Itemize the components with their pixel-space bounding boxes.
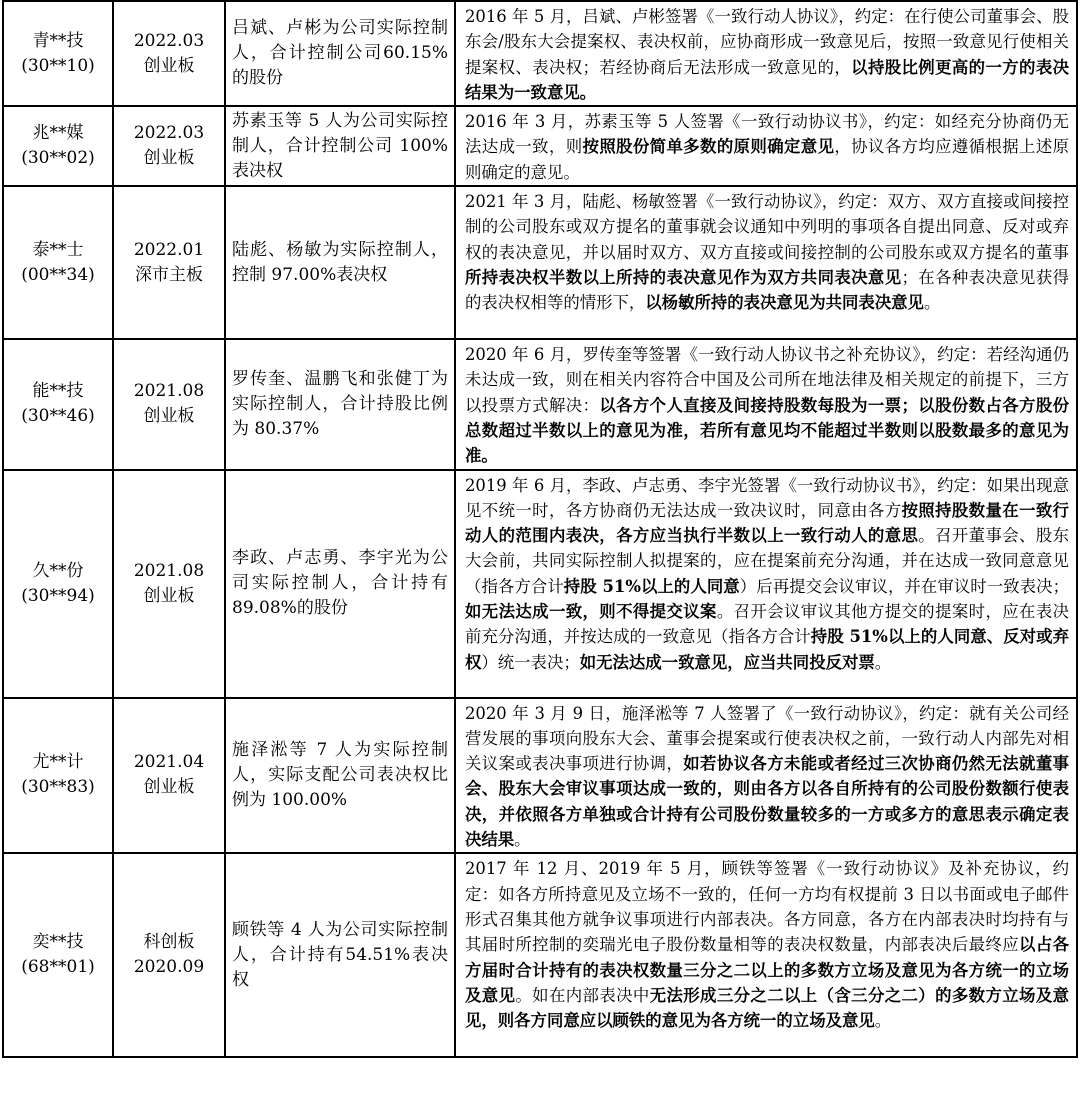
agreement-bold-text: 以占各方届时合计持有的表决权数量三分之二以上的多数方立场及意见为各方统一的立场及意见 — [465, 935, 1069, 1005]
stock-code: (30**02) — [21, 148, 95, 169]
listing-cell — [113, 1, 225, 106]
controller-cell: 顾铁等 4 人为公司实际控制人，合计持有54.51%表决权 — [225, 853, 455, 1057]
agreement-text: ；在各种表决意见获得的表决权相等的情形下， — [465, 267, 1070, 313]
listing-cell — [113, 698, 225, 854]
company-name: 久**份 — [32, 560, 84, 581]
agreement-cell — [455, 186, 1077, 339]
agreement-text: ）统一表决； — [481, 652, 580, 672]
company-cell — [3, 698, 113, 854]
agreement-bold-text: 以杨敏所持的表决意见为共同表决意见 — [645, 293, 924, 313]
company-name: 泰**士 — [32, 239, 84, 260]
listing-date: 2022.01 — [133, 239, 205, 260]
listing-board: 创业板 — [143, 55, 195, 76]
company-cell — [3, 186, 113, 339]
agreement-text: 2021 年 3 月，陆彪、杨敏签署《一致行动协议》，约定：双方、双方直接或间接控制的公司股东或双方提名的董事就会议通知中列明的事项各自提出同意、反对或弃权的表决意见，并以届时双方、双方直接或间接控制的公司股东或双方提名的董事 — [465, 192, 1069, 262]
agreement-bold-text: 如若协议各方未能或者经过三次协商仍然无法就董事会、股东大会审议事项达成一致的，则由各方以各自所持有的公司股份数额行使表决，并依照各方单独或合计持有公司股份数量较多的一方或多方的意思表示确定表决结果 — [465, 754, 1070, 850]
agreement-bold-text: 按照持股数量在一致行动人的范围内表决，各方应当执行半数以上一致行动人的意思 — [465, 500, 1070, 546]
listing-date: 2022.03 — [133, 123, 205, 144]
agreement-bold-text: 如无法达成一致，则不得提交议案 — [465, 602, 717, 622]
listing-cell — [113, 470, 225, 698]
company-name: 青**技 — [32, 30, 84, 51]
company-name: 能**技 — [32, 381, 84, 402]
agreement-text: 。召开董事会、股东大会前，共同实际控制人拟提案的，应在提案前充分沟通，并在达成一致同意意见（指各方合计 — [465, 526, 1069, 596]
agreement-cell — [455, 106, 1077, 186]
listing-board: 创业板 — [143, 585, 195, 606]
table-row — [3, 470, 1077, 698]
agreement-bold-text: 以各方个人直接及间接持股数每股为一票；以股份数占各方股份总数超过半数以上的意见为准，若所有意见均不能超过半数则以股数最多的意见为准。 — [465, 395, 1070, 466]
agreement-text: 。 — [923, 293, 941, 313]
agreement-cell — [455, 853, 1077, 1057]
listing-cell — [113, 186, 225, 339]
agreement-text: 2020 年 6 月，罗传奎等签署《一致行动人协议书之补充协议》，约定：若经沟通仍未达成一致，则在相关内容符合中国及公司所在地法律及相关规定的前提下，三方以投票方式解决： — [465, 345, 1069, 415]
controller-cell: 吕斌、卢彬为公司实际控制人，合计控制公司60.15%的股份 — [225, 1, 455, 106]
agreement-text: 2020 年 3 月 9 日，施泽淞等 7 人签署了《一致行动协议》，约定：就有关公司经营发展的事项向股东大会、董事会提案或行使表决权之前，一致行动人内部先对相关议案或表决事项进行协调， — [465, 703, 1069, 774]
agreement-text: ，协议各方均应遵循根据上述原则确定的意见。 — [465, 137, 1070, 182]
company-name: 奕**技 — [32, 932, 84, 953]
listing-board: 创业板 — [143, 777, 195, 798]
agreement-text: 。召开会议审议其他方提交的提案时，应在表决前充分沟通，并按达成的一致意见（指各方合计 — [465, 602, 1070, 647]
agreement-bold-text: 持股 51%以上的人同意、反对或弃权 — [465, 627, 1069, 672]
agreement-text: 。 — [514, 830, 531, 850]
listing-date: 2021.04 — [133, 752, 205, 773]
controller-cell: 苏素玉等 5 人为公司实际控制人，合计控制公司 100%表决权 — [225, 106, 455, 186]
table-row — [3, 339, 1077, 469]
company-cell — [3, 106, 113, 186]
stock-code: (68**01) — [21, 957, 95, 978]
agreement-cell — [455, 698, 1077, 854]
listing-board: 创业板 — [143, 406, 195, 427]
listing-date: 2021.08 — [133, 560, 205, 581]
stock-code: (30**46) — [21, 406, 95, 427]
company-cell — [3, 1, 113, 106]
agreement-text: 2016 年 3 月，苏素玉等 5 人签署《一致行动协议书》，约定：如经充分协商仍无法达成一致，则 — [465, 112, 1069, 157]
agreement-text: 2017 年 12 月、2019 年 5 月，顾铁等签署《一致行动协议》及补充协议，约定：如各方所持意见及立场不一致的，任何一方均有权提前 3 日以书面或电子邮件形式召集其他方就争议事项进行内部表决。各方同意，各方在内部表决时均持有与其届时所控制的奕瑞光电子股份数量相等的表决权数量，内部表决后最终应 — [465, 859, 1069, 955]
agreement-text: 2019 年 6 月，李政、卢志勇、李宇光签署《一致行动协议书》，约定：如果出现意见不统一时，各方协商仍无法达成一致决议时，同意由各方 — [465, 475, 1069, 520]
table-row — [3, 1, 1077, 106]
agreement-bold-text: 按照股份简单多数的原则确定意见 — [582, 137, 835, 157]
listing-cell — [113, 106, 225, 186]
agreement-bold-text: 如无法达成一致意见，应当共同投反对票 — [579, 652, 875, 672]
agreement-text: ）后再提交会议审议，并在审议时一致表决； — [739, 576, 1070, 596]
control-agreement-table — [2, 0, 1078, 1058]
listing-date: 2021.08 — [133, 381, 205, 402]
company-cell — [3, 470, 113, 698]
company-name: 尤**计 — [32, 752, 84, 773]
controller-cell: 罗传奎、温鹏飞和张健丁为实际控制人，合计持股比例为 80.37% — [225, 339, 455, 469]
agreement-bold-text: 以持股比例更高的一方的表决结果为一致意见。 — [465, 57, 1070, 102]
company-cell — [3, 339, 113, 469]
agreement-text: 。 — [874, 1011, 892, 1031]
stock-code: (30**94) — [21, 585, 95, 606]
table-row — [3, 853, 1077, 1057]
controller-cell: 李政、卢志勇、李宇光为公司实际控制人，合计持有 89.08%的股份 — [225, 470, 455, 698]
listing-board: 2020.09 — [133, 957, 205, 978]
stock-code: (30**83) — [21, 777, 95, 798]
listing-board: 深市主板 — [135, 264, 203, 285]
table-row — [3, 698, 1077, 854]
listing-cell — [113, 339, 225, 469]
agreement-bold-text: 所持表决权半数以上所持的表决意见作为双方共同表决意见 — [465, 267, 902, 287]
controller-cell: 施泽淞等 7 人为实际控制人，实际支配公司表决权比例为 100.00% — [225, 698, 455, 854]
listing-date: 2022.03 — [133, 30, 205, 51]
table-row — [3, 106, 1077, 186]
agreement-bold-text: 持股 51%以上的人同意 — [563, 576, 740, 596]
agreement-cell — [455, 470, 1077, 698]
agreement-cell — [455, 1, 1077, 106]
listing-date: 科创板 — [143, 932, 195, 953]
stock-code: (00**34) — [21, 264, 95, 285]
company-name: 兆**媒 — [32, 123, 84, 144]
listing-board: 创业板 — [143, 148, 195, 169]
company-cell — [3, 853, 113, 1057]
agreement-text: 。如在内部表决中 — [515, 985, 650, 1005]
listing-cell — [113, 853, 225, 1057]
agreement-text: 2016 年 5 月，吕斌、卢彬签署《一致行动人协议》，约定：在行使公司董事会、股东会/股东大会提案权、表决权前，应协商形成一致意见后，按照一致意见行使相关提案权、表决权；若经协商后无法形成一致意见的， — [465, 7, 1069, 77]
table-row — [3, 186, 1077, 339]
stock-code: (30**10) — [21, 55, 95, 76]
agreement-bold-text: 无法形成三分之二以上（含三分之二）的多数方立场及意见，则各方同意应以顾铁的意见为各方统一的立场及意见 — [465, 985, 1070, 1031]
agreement-cell — [455, 339, 1077, 469]
controller-cell: 陆彪、杨敏为实际控制人，控制 97.00%表决权 — [225, 186, 455, 339]
agreement-text: 。 — [874, 652, 892, 672]
